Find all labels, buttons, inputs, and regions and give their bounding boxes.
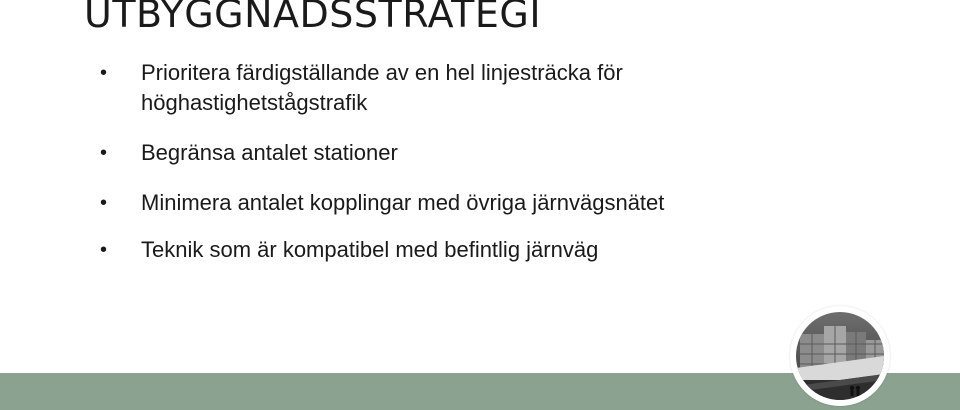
bullet-glyph: • — [100, 62, 108, 84]
bullet-text: Begränsa antalet stationer — [141, 140, 398, 165]
bullet-glyph: • — [100, 142, 108, 164]
logo-badge — [790, 306, 890, 406]
bullet-text: Prioritera färdigställande av en hel linjesträcka för höghastighetstågstrafik — [141, 60, 623, 115]
slide-title: UTBYGGNADSSTRATEGI — [84, 0, 542, 36]
bullet-glyph: • — [100, 239, 108, 261]
bullet-item — [100, 138, 840, 168]
bullet-text: Teknik som är kompatibel med befintlig järnväg — [141, 237, 599, 262]
bullet-item — [100, 188, 840, 218]
bullet-item — [100, 58, 840, 118]
bullet-text: Minimera antalet kopplingar med övriga järnvägsnätet — [141, 190, 665, 215]
bullet-glyph: • — [100, 192, 108, 214]
bullet-item — [100, 235, 840, 265]
architecture-photo-logo-icon — [796, 312, 884, 400]
bullet-list — [100, 58, 840, 285]
